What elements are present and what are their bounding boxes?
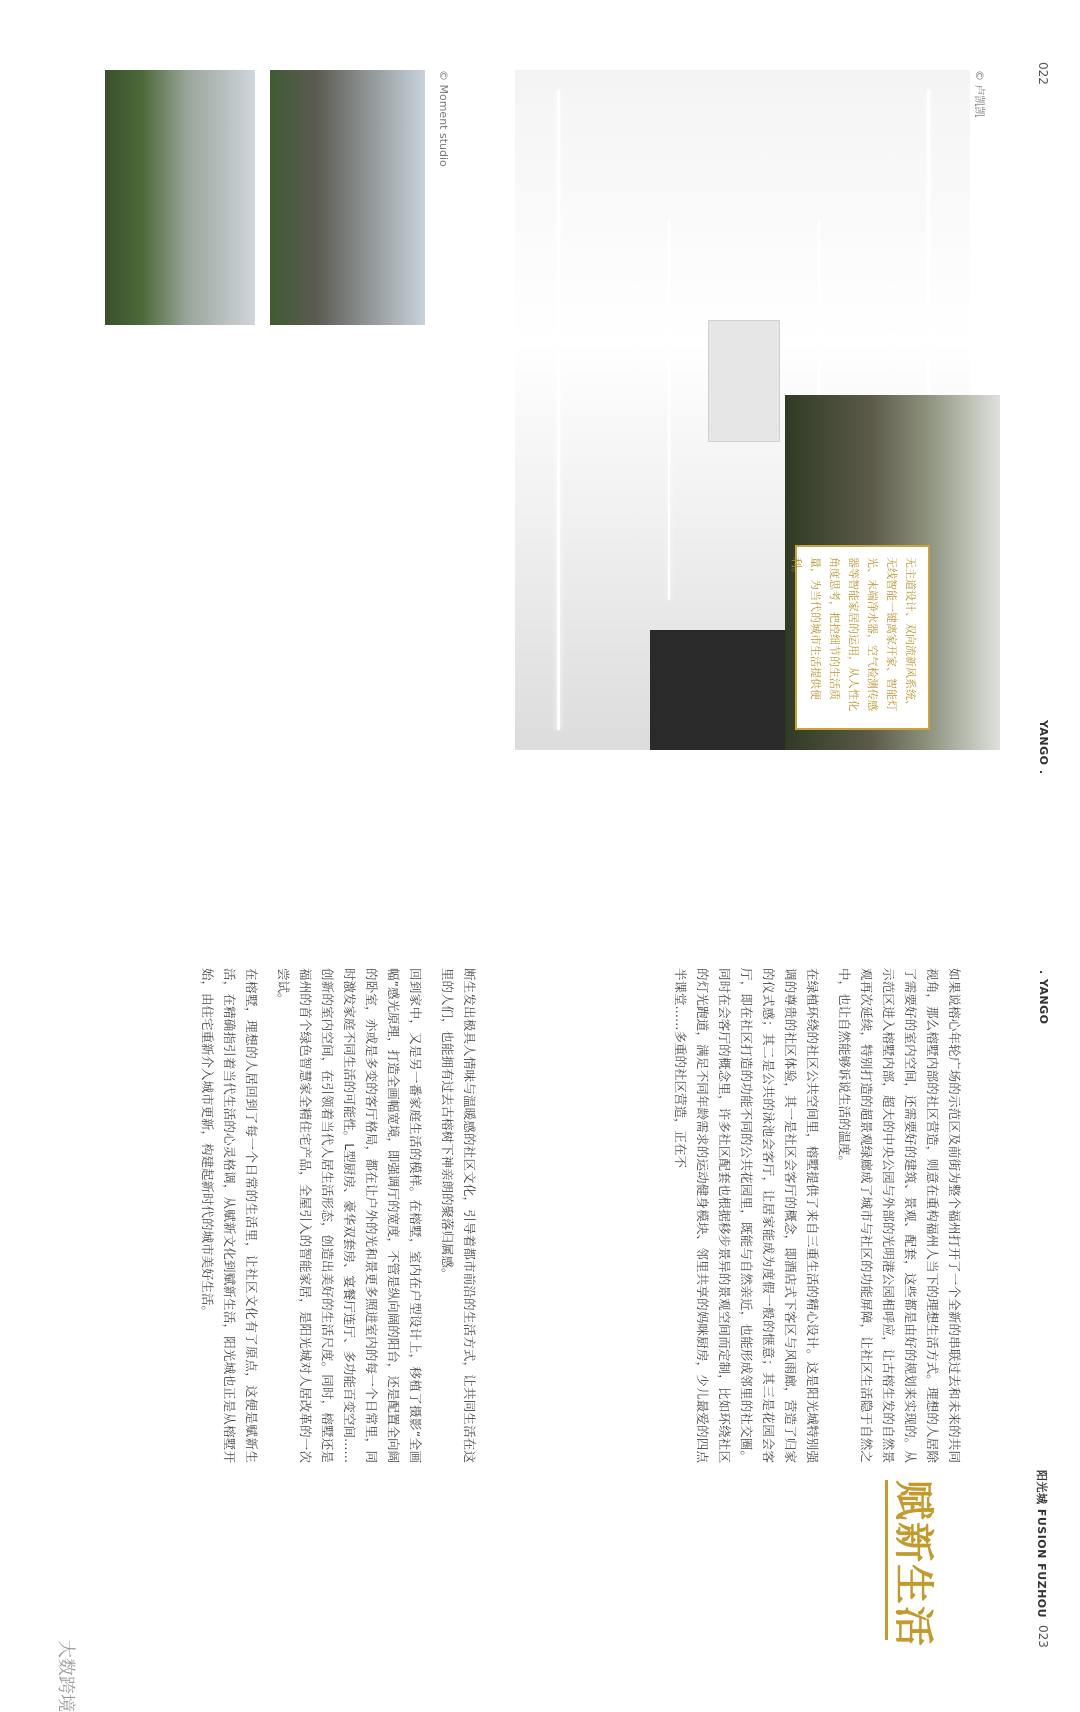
- page-number-left: 022: [1036, 62, 1050, 85]
- body-paragraph: 如果说榕心年轮广场的示范区及前街为整个福州打开了一个全新的串联过去和未来的共同视角，那么榕墅内部的社区营造，则意在重构福州人当下的理想生活方式。理想的人居除了需要好的室内空间，还需要好的建筑、景观、配套，这些都是由好的规划来实现的。从示范区进入榕墅内部，超大的中央公园与外部的光明港公园相呼应，让古榕生发的自然景观再次延续，特别打造的超景观绿廊成了城市与社区的功能屏障，让社区生活隐于自然之中，也让自然能够诉说生活的温度。: [837, 968, 962, 1463]
- watermark-logo: 大数跨境: [55, 1640, 76, 1712]
- header-brand-middle: . YANGO: [1037, 970, 1050, 1025]
- body-column-2: [186, 968, 480, 1463]
- building-photo-2: [105, 70, 255, 325]
- body-column-1: [659, 968, 965, 1463]
- header-brand-right: 阳光城 FUSION FUZHOU: [1035, 1470, 1048, 1619]
- body-paragraph: 在绿植环绕的社区公共空间里，榕墅提供了来自三重生活的精心设计。这是阳光城特别强调的尊贵的社区体验，其一是社区会客厅的概念，即酒店式下客区与风雨廊，营造了归家的仪式感；其二是公共的泳池会客厅，让居家能成为度假一般的惬意；其三是花园会客厅，即在社区打造的功能不同的公共花园里，既能与自然亲近，也能形成邻里的社交圈。同时在会客厅的概念里，许多社区配套也根据移步景异的景观空间而定制，比如环绕社区的灯光跑道，满足不同年龄需求的运动健身模块、邻里共享的妈咪厨房，少儿最爱的四点半课堂……多重的社区营造，正在不: [673, 968, 820, 1463]
- page-number-right: 023: [1036, 1625, 1050, 1648]
- building-photo-1: [270, 70, 425, 325]
- title-underline: [885, 1480, 888, 1640]
- body-paragraph: 在榕墅，理想的人居回到了每一个日常的生活里，让社区文化有了原点，这便是赋新生活，在精确指引着当代生活的心灵格调，从赋新文化到赋新生活，阳光城也正是从榕墅开始，由住宅重新介入城市更新，构建起新时代的城市美好生活。: [200, 968, 259, 1463]
- article-title: 赋新生活: [890, 1480, 936, 1648]
- body-paragraph: 断生发出极具人情味与温暖感的社区文化，引导着都市前沿的生活方式，让共同生活在这里的人们，也能拥有过去古榕树下神亲朗的聚落归属感。: [440, 968, 477, 1463]
- body-paragraph: 回到家中，又是另一番家庭生活的模样。在榕墅，室内在户型设计上，移植了摄影“全画幅”感光原理，打造全画幅宽境，即强调厅的宽度，不管是纵向阔的阳台，还是配置全向阔的卧室，亦或是多变的客厅格局，都在让户外的光和景更多照进室内的每一个日常里，同时激发家庭不同生活的可能性。L型厨房、豪华双套房、宴餐厅连厅、多功能百变空间……创新的室内空间，在引领着当代人居生活形态，创造出美好的生活尺度。同时，榕墅还是福州的首个绿色智慧家全精住宅产品，全屋引入的智能家居，是阳光城对人居改革的一次尝试。: [276, 968, 423, 1463]
- photo-credit-corridor: © 卢凯凯: [973, 70, 986, 118]
- header-brand-left: YANGO .: [1037, 720, 1050, 775]
- feature-callout: 无主道设计、双向流新风系统、无线智能一键离家开家、智能灯光、末端净水器，空气检测传感器等智能家居的运用，从人性化角度思考，把控细节的生活质量，为当代的城市生活提供便利。: [795, 545, 930, 730]
- photo-credit-buildings: © Moment studio: [437, 70, 450, 167]
